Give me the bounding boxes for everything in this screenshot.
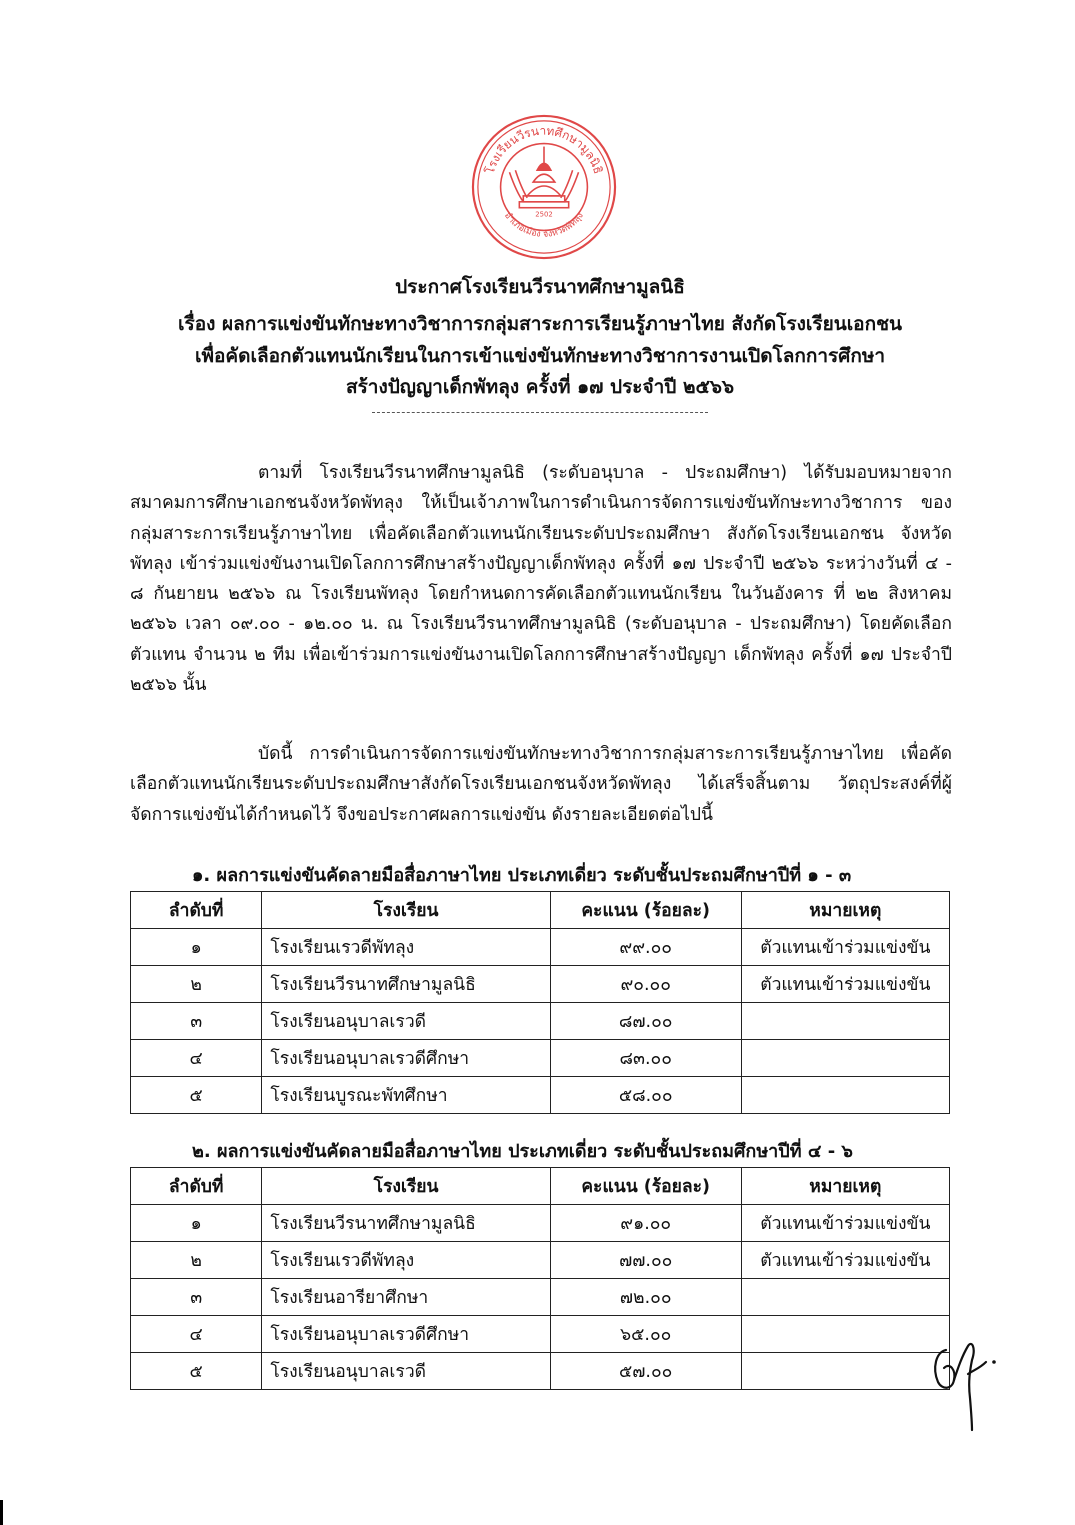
table-row: [131, 1077, 950, 1114]
score-cell: ๙๑.๐๐: [550, 1205, 741, 1242]
table-row: [131, 1205, 950, 1242]
score-cell: ๕๗.๐๐: [550, 1353, 741, 1390]
note-cell: [741, 1003, 949, 1040]
seal-bottom-text: อำเภอเมือง จังหวัดพัทลุง: [502, 210, 586, 240]
col-rank-header: ลำดับที่: [131, 1168, 262, 1205]
table-row: [131, 1316, 950, 1353]
table-row: [131, 966, 950, 1003]
body-paragraph-2-text: บัดนี้ การดำเนินการจัดการแข่งขันทักษะทางวิชาการกลุ่มสาระการเรียนรู้ภาษาไทย เพื่อคัดเลือกตัวแทนนักเรียนระดับประถมศึกษาสังกัดโรงเรียนเอกชนจังหวัดพัทลุง ได้เสร็จสิ้นตาม วัตถุประสงค์ที่ผู้จัดการแข่งขันได้กำหนดไว้ จึงขอประกาศผลการแข่งขัน ดังรายละเอียดต่อไปนี้: [130, 744, 952, 825]
note-cell: ตัวแทนเข้าร่วมแข่งขัน: [741, 929, 949, 966]
rank-cell: ๒: [131, 966, 262, 1003]
body-paragraph-2: [130, 739, 952, 830]
header-divider: [372, 412, 708, 413]
col-score-header: คะแนน (ร้อยละ): [550, 892, 741, 929]
school-cell: โรงเรียนบูรณะพัทศึกษา: [262, 1077, 550, 1114]
score-cell: ๘๗.๐๐: [550, 1003, 741, 1040]
col-note-header: หมายเหตุ: [741, 892, 949, 929]
rank-cell: ๓: [131, 1003, 262, 1040]
score-cell: ๙๙.๐๐: [550, 929, 741, 966]
seal-year: 2502: [535, 210, 553, 219]
announcement-subject-line2: เพื่อคัดเลือกตัวแทนนักเรียนในการเข้าแข่งขันทักษะทางวิชาการงานเปิดโลกการศึกษา: [194, 345, 886, 367]
table-row: [131, 1353, 950, 1390]
score-cell: ๖๕.๐๐: [550, 1316, 741, 1353]
note-cell: [741, 1040, 949, 1077]
school-cell: โรงเรียนอนุบาลเรวดี: [262, 1003, 550, 1040]
announcement-subject-line3: สร้างปัญญาเด็กพัทลุง ครั้งที่ ๑๗ ประจำปี ๒๕๖๖: [345, 376, 735, 398]
table-row: [131, 1040, 950, 1077]
school-cell: โรงเรียนเรวดีพัทลุง: [262, 929, 550, 966]
score-cell: ๗๒.๐๐: [550, 1279, 741, 1316]
score-cell: ๕๘.๐๐: [550, 1077, 741, 1114]
note-cell: ตัวแทนเข้าร่วมแข่งขัน: [741, 1242, 949, 1279]
note-cell: ตัวแทนเข้าร่วมแข่งขัน: [741, 966, 949, 1003]
col-school-header: โรงเรียน: [262, 892, 550, 929]
school-cell: โรงเรียนอารียาศึกษา: [262, 1279, 550, 1316]
section-2-title: ๒. ผลการแข่งขันคัดลายมือสื่อภาษาไทย ประเภทเดี่ยว ระดับชั้นประถมศึกษาปีที่ ๔ - ๖: [192, 1141, 853, 1162]
body-paragraph-1: [130, 458, 952, 700]
col-school-header: โรงเรียน: [262, 1168, 550, 1205]
table-row: [131, 1279, 950, 1316]
note-cell: [741, 1316, 949, 1353]
section-1-title: ๑. ผลการแข่งขันคัดลายมือสื่อภาษาไทย ประเภทเดี่ยว ระดับชั้นประถมศึกษาปีที่ ๑ - ๓: [192, 865, 852, 886]
school-cell: โรงเรียนวีรนาทศึกษามูลนิธิ: [262, 1205, 550, 1242]
school-cell: โรงเรียนวีรนาทศึกษามูลนิธิ: [262, 966, 550, 1003]
handwritten-signature-icon: [928, 1338, 1000, 1434]
rank-cell: ๔: [131, 1316, 262, 1353]
school-seal-logo: [470, 113, 618, 261]
rank-cell: ๑: [131, 1205, 262, 1242]
seal-top-text: โรงเรียนวีรนาทศึกษามูลนิธิ: [482, 123, 606, 176]
col-note-header: หมายเหตุ: [741, 1168, 949, 1205]
school-cell: โรงเรียนเรวดีพัทลุง: [262, 1242, 550, 1279]
rank-cell: ๒: [131, 1242, 262, 1279]
col-rank-header: ลำดับที่: [131, 892, 262, 929]
stupa-icon: [509, 147, 578, 208]
note-cell: [741, 1279, 949, 1316]
score-cell: ๘๓.๐๐: [550, 1040, 741, 1077]
score-cell: ๗๗.๐๐: [550, 1242, 741, 1279]
results-table-1: [130, 891, 950, 1114]
table-header-row: [131, 1168, 950, 1205]
table-header-row: [131, 892, 950, 929]
score-cell: ๙๐.๐๐: [550, 966, 741, 1003]
table-row: [131, 1003, 950, 1040]
scan-edge-mark: [0, 1500, 3, 1525]
note-cell: ตัวแทนเข้าร่วมแข่งขัน: [741, 1205, 949, 1242]
body-paragraph-1-text: ตามที่ โรงเรียนวีรนาทศึกษามูลนิธิ (ระดับอนุบาล - ประถมศึกษา) ได้รับมอบหมายจาก สมาคมการศึกษาเอกชนจังหวัดพัทลุง ให้เป็นเจ้าภาพในการดำเนินการจัดการแข่งขันทักษะทางวิชาการ ของกลุ่มสาระการเรียนรู้ภาษาไทย เพื่อคัดเลือกตัวแทนนักเรียนระดับประถมศึกษา สังกัดโรงเรียนเอกชน จังหวัดพัทลุง เข้าร่วมแข่งขันงานเปิดโลกการศึกษาสร้างปัญญาเด็กพัทลุง ครั้งที่ ๑๗ ประจำปี ๒๕๖๖ ระหว่างวันที่ ๔ - ๘ กันยายน ๒๕๖๖ ณ โรงเรียนพัทลุง โดยกำหนดการคัดเลือกตัวแทนนักเรียน ในวันอังคาร ที่ ๒๒ สิงหาคม ๒๕๖๖ เวลา ๐๙.๐๐ - ๑๒.๐๐ น. ณ โรงเรียนวีรนาทศึกษามูลนิธิ (ระดับอนุบาล - ประถมศึกษา) โดยคัดเลือกตัวแทน จำนวน ๒ ทีม เพื่อเข้าร่วมการแข่งขันงานเปิดโลกการศึกษาสร้างปัญญา เด็กพัทลุง ครั้งที่ ๑๗ ประจำปี ๒๕๖๖ นั้น: [130, 463, 952, 696]
note-cell: [741, 1353, 949, 1390]
note-cell: [741, 1077, 949, 1114]
school-cell: โรงเรียนอนุบาลเรวดีศึกษา: [262, 1316, 550, 1353]
rank-cell: ๔: [131, 1040, 262, 1077]
col-score-header: คะแนน (ร้อยละ): [550, 1168, 741, 1205]
announcement-title: ประกาศโรงเรียนวีรนาทศึกษามูลนิธิ: [395, 276, 685, 298]
rank-cell: ๕: [131, 1353, 262, 1390]
rank-cell: ๕: [131, 1077, 262, 1114]
rank-cell: ๓: [131, 1279, 262, 1316]
school-cell: โรงเรียนอนุบาลเรวดีศึกษา: [262, 1040, 550, 1077]
results-table-2: [130, 1167, 950, 1390]
table-row: [131, 929, 950, 966]
announcement-subject: เรื่อง ผลการแข่งขันทักษะทางวิชาการกลุ่มสาระการเรียนรู้ภาษาไทย สังกัดโรงเรียนเอกชน: [178, 313, 902, 335]
rank-cell: ๑: [131, 929, 262, 966]
school-cell: โรงเรียนอนุบาลเรวดี: [262, 1353, 550, 1390]
table-row: [131, 1242, 950, 1279]
